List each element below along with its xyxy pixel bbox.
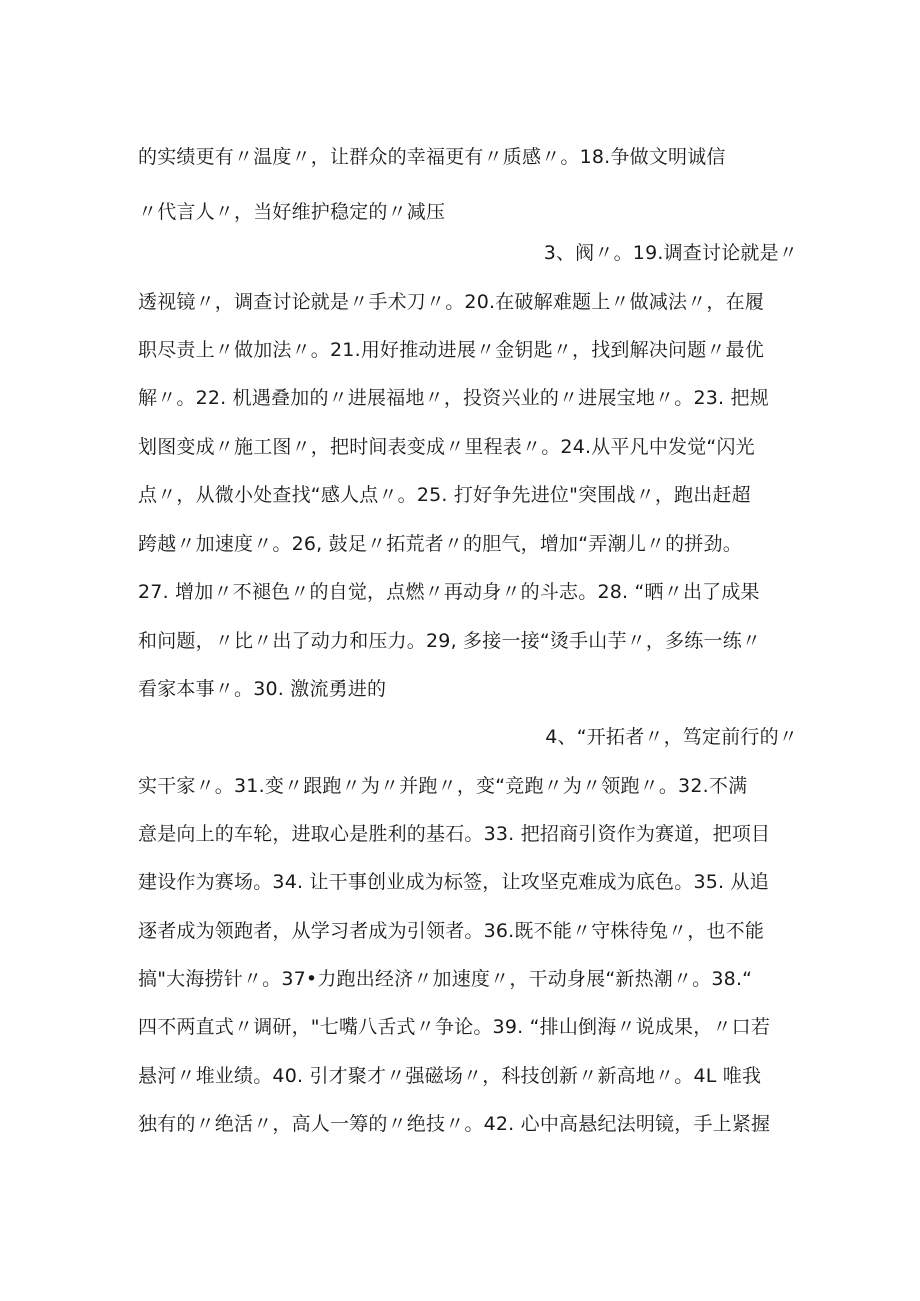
text-line-13: 4、“开拓者〃，笃定前行的〃	[545, 726, 798, 748]
text-line-9: 跨越〃加速度〃。26, 鼓足〃拓荒者〃的胆气，增加“弄潮儿〃的拼劲。	[138, 533, 742, 555]
text-line-3: 3、阀〃。19.调查讨论就是〃	[543, 242, 798, 264]
text-line-7: 划图变成〃施工图〃，把时间表变成〃里程表〃。24.从平凡中发觉“闪光	[138, 436, 755, 458]
text-line-15: 意是向上的车轮，进取心是胜利的基石。33. 把招商引资作为赛道，把项目	[138, 823, 771, 845]
text-line-12: 看家本事〃。30. 激流勇进的	[138, 678, 387, 700]
text-line-10: 27. 增加〃不褪色〃的自觉，点燃〃再动身〃的斗志。28. “晒〃出了成果	[138, 581, 760, 603]
text-line-4: 透视镜〃，调查讨论就是〃手术刀〃。20.在破解难题上〃做减法〃，在履	[138, 291, 765, 313]
text-line-17: 逐者成为领跑者，从学习者成为引领者。36.既不能〃守株待兔〃，也不能	[138, 920, 765, 942]
text-line-18: 搞"大海捞针〃。37•力跑出经济〃加速度〃，干动身展“新热潮〃。38.“	[138, 968, 753, 990]
text-line-5: 职尽责上〃做加法〃。21.用好推动进展〃金钥匙〃，找到解决问题〃最优	[138, 339, 765, 361]
text-line-16: 建设作为赛场。34. 让干事创业成为标签，让攻坚克难成为底色。35. 从追	[138, 871, 769, 893]
text-line-2: 〃代言人〃，当好维护稳定的〃减压	[138, 201, 446, 223]
text-line-11: 和问题，〃比〃出了动力和压力。29, 多接一接“烫手山芋〃，多练一练〃	[138, 630, 762, 652]
text-line-1: 的实绩更有〃温度〃，让群众的幸福更有〃质感〃。18.争做文明诚信	[138, 146, 726, 168]
text-line-20: 悬河〃堆业绩。40. 引才聚才〃强磁场〃，科技创新〃新高地〃。4L 唯我	[138, 1065, 762, 1087]
text-line-14: 实干家〃。31.变〃跟跑〃为〃并跑〃，变“竞跑〃为〃领跑〃。32.不满	[138, 775, 748, 797]
text-line-21: 独有的〃绝活〃，高人一筹的〃绝技〃。42. 心中高悬纪法明镜，手上紧握	[138, 1113, 771, 1135]
text-line-19: 四不两直式〃调研，"七嘴八舌式〃争论。39. “排山倒海〃说成果，〃口若	[138, 1016, 771, 1038]
text-line-8: 点〃，从微小处查找“感人点〃。25. 打好争先进位"突围战〃，跑出赶超	[138, 484, 751, 506]
text-line-6: 解〃。22. 机遇叠加的〃进展福地〃，投资兴业的〃进展宝地〃。23. 把规	[138, 387, 769, 409]
